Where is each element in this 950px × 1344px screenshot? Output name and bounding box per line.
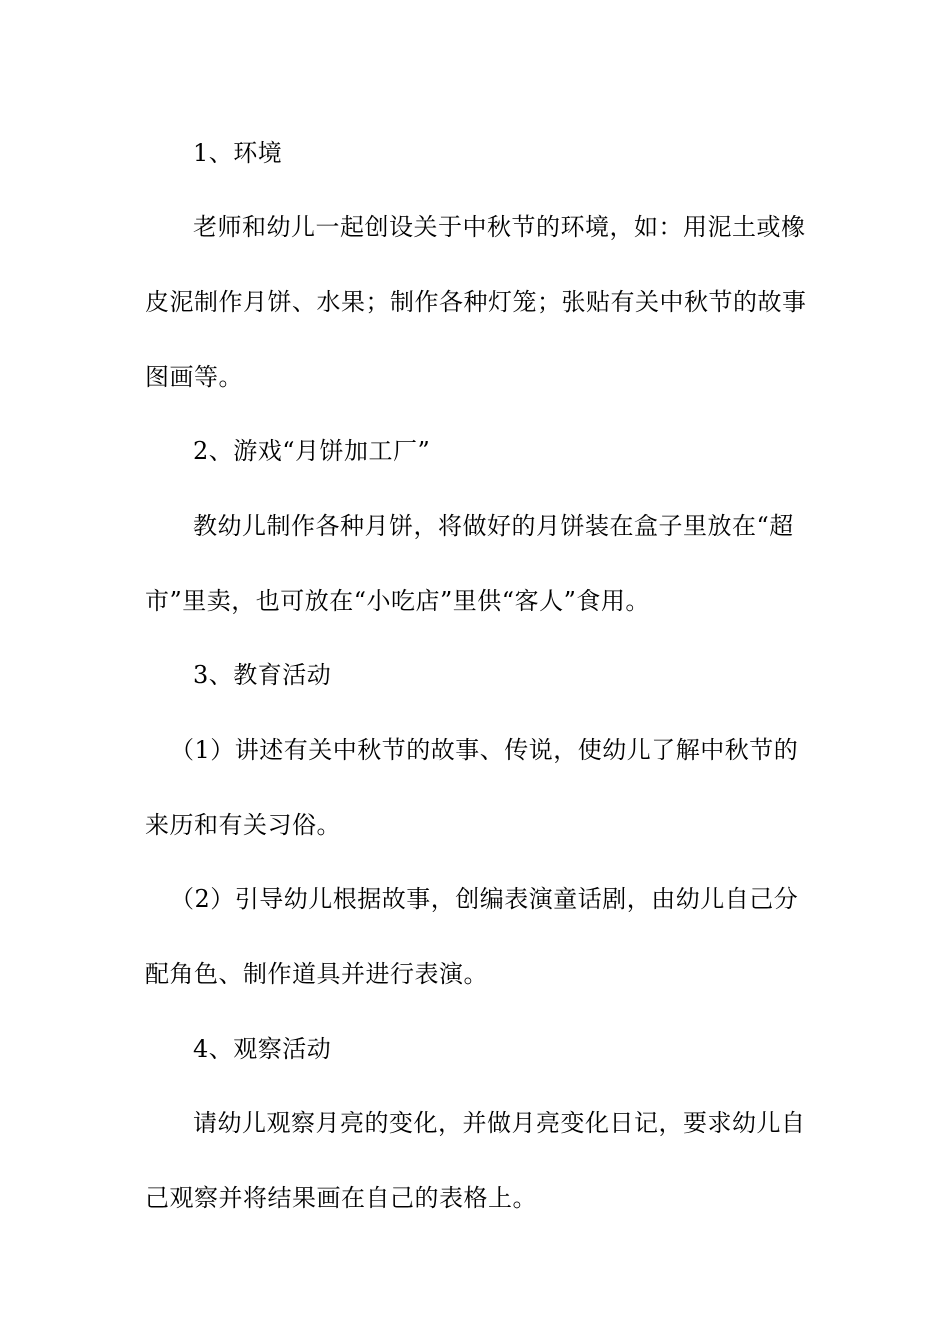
paragraph-line: 图画等。 — [145, 363, 243, 391]
paragraph-line: 请幼儿观察月亮的变化，并做月亮变化日记，要求幼儿自 — [193, 1109, 806, 1137]
paragraph-line: 老师和幼儿一起创设关于中秋节的环境，如：用泥土或橡 — [193, 213, 806, 241]
paragraph-line: （1）讲述有关中秋节的故事、传说，使幼儿了解中秋节的 — [170, 736, 799, 764]
section-heading-education: 3、教育活动 — [193, 661, 332, 689]
paragraph-line: 配角色、制作道具并进行表演。 — [145, 960, 488, 988]
paragraph-line: 市”里卖，也可放在“小吃店”里供“客人”食用。 — [145, 587, 650, 615]
paragraph-line: 皮泥制作月饼、水果；制作各种灯笼；张贴有关中秋节的故事 — [145, 288, 807, 316]
paragraph-line: 教幼儿制作各种月饼，将做好的月饼装在盒子里放在“超 — [193, 512, 794, 540]
paragraph-line: 来历和有关习俗。 — [145, 811, 341, 839]
paragraph-line: （2）引导幼儿根据故事，创编表演童话剧，由幼儿自己分 — [170, 885, 799, 913]
section-heading-observation: 4、观察活动 — [193, 1035, 332, 1063]
section-heading-game: 2、游戏“月饼加工厂” — [193, 437, 431, 465]
section-heading-environment: 1、环境 — [193, 139, 283, 167]
paragraph-line: 己观察并将结果画在自己的表格上。 — [145, 1184, 537, 1212]
